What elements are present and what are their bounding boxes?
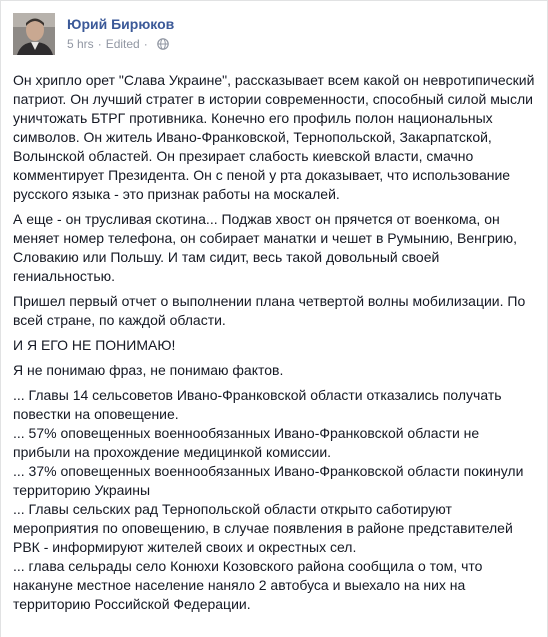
- author-name[interactable]: Юрий Бирюков: [67, 16, 175, 32]
- post-paragraph: А еще - он трусливая скотина... Поджав хвост он прячется от военкома, он меняет номер телефона, он собирает манатки и чешет в Румынию, Венгрию, Словакию или Польшу. И там сидит, весь такой довольный своей гениальностью.: [13, 211, 517, 284]
- globe-icon[interactable]: [157, 38, 169, 50]
- post-header: [13, 13, 533, 61]
- post-timestamp[interactable]: 5 hrs: [67, 37, 94, 51]
- post-body: [13, 71, 537, 614]
- report-item: ... 37% оповещенных военнообязанных Ивано-Франковской области покинули территорию Украины: [13, 463, 524, 498]
- edited-link[interactable]: Edited: [105, 37, 140, 51]
- report-item: ... глава сельрады село Конюхи Козовского района сообщила о том, что накануне местное население наняло 2 автобуса и выехало на них на территорию Российской Федерации.: [13, 558, 483, 612]
- post-paragraph: Я не понимаю фраз, не понимаю фактов.: [13, 362, 284, 378]
- report-item: ... 57% оповещенных военнообязанных Ивано-Франковской области не прибыли на прохождение медицинкой комиссии.: [13, 425, 480, 460]
- meta-separator-2: ·: [143, 37, 148, 51]
- report-item: ... Главы 14 сельсоветов Ивано-Франковской области отказались получать повестки на оповещение.: [13, 387, 502, 422]
- post-paragraph: Он хрипло орет "Слава Украине", рассказывает всем какой он невротипический патриот. Он лучший стратег в истории современности, способный силой мысли уничтожать БТРГ противника. Конечно его профиль полон национальных символов. Он житель Ивано-Франковской, Тернопольской, Закарпатской, Волынской областей. Он презирает слабость киевской власти, смачно комментирует Президента. Он с пеной у рта доказывает, что использование русского языка - это признак работы на москалей.: [13, 72, 535, 202]
- post-meta: [67, 37, 169, 51]
- author-avatar[interactable]: [13, 13, 55, 55]
- post-paragraph: Пришел первый отчет о выполнении плана четвертой волны мобилизации. По всей стране, по каждой области.: [13, 293, 526, 328]
- report-item: ... Главы сельских рад Тернопольской области открыто саботируют мероприятия по оповещению, в случае появления в районе представителей РВК - информируют жителей своих и окрестных сел.: [13, 501, 513, 555]
- post-paragraph: И Я ЕГО НЕ ПОНИМАЮ!: [13, 337, 176, 353]
- meta-separator: ·: [97, 37, 102, 51]
